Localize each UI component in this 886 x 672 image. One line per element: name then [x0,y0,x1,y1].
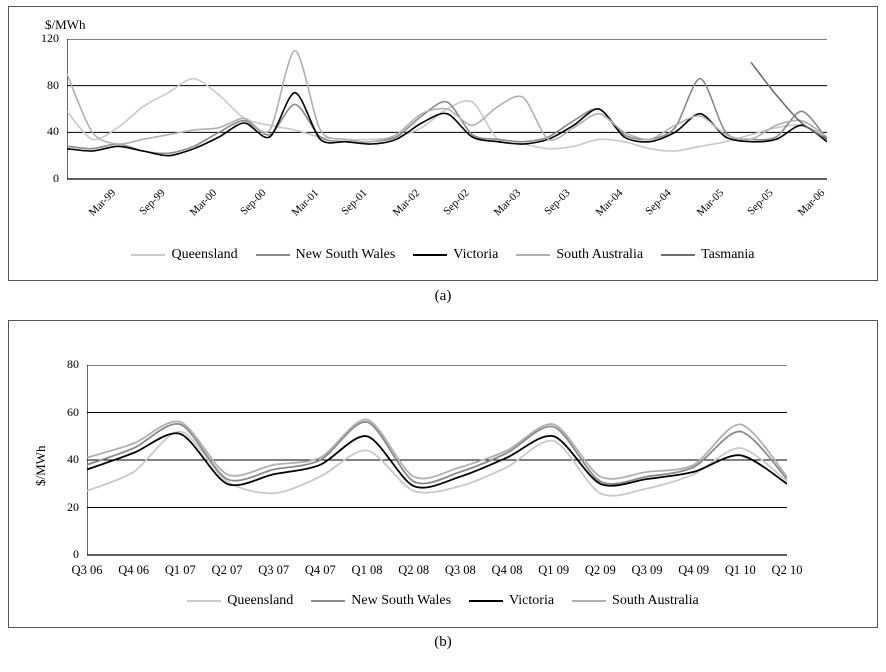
x-tick-label: Sep-05 [744,187,776,218]
series-line [67,51,827,144]
legend-swatch-icon [311,600,345,602]
y-tick-label: 60 [67,404,79,419]
legend-item [256,247,396,263]
legend-item [469,593,554,609]
y-tick-label: 0 [73,547,79,561]
x-tick-label: Mar-04 [593,187,625,219]
legend-label: New South Wales [351,593,452,608]
y-axis-label-b: $/MWh [33,445,48,486]
legend-swatch-icon [187,600,221,602]
legend-label: Queensland [171,247,238,262]
legend-label: New South Wales [295,247,396,262]
y-tick-label: 80 [67,357,79,371]
chart-panel-a [8,6,878,281]
x-tick-label: Mar-00 [187,187,220,219]
legend-item [572,593,699,609]
series-line [87,419,787,478]
x-tick-label: Q1 07 [164,563,196,577]
legend-a [9,247,877,263]
x-tick-label: Q3 06 [71,563,103,577]
caption-a: (a) [434,288,452,304]
x-tick-label: Mar-99 [86,187,119,219]
x-tick-label: Mar-06 [795,187,828,219]
x-tick-label: Q3 09 [631,563,663,577]
x-tick-label: Sep-03 [542,187,573,218]
legend-swatch-icon [131,254,165,256]
legend-item [311,593,451,609]
legend-label: Victoria [509,593,555,608]
x-tick-label: Q1 09 [538,563,570,577]
legend-label: Victoria [453,247,499,262]
legend-swatch-icon [469,600,503,602]
legend-swatch-icon [661,254,695,256]
legend-swatch-icon [516,254,550,256]
x-tick-label: Q3 07 [258,563,290,577]
x-tick-label: Sep-04 [643,187,674,218]
legend-b [9,593,877,609]
x-tick-label: Q2 10 [771,563,803,577]
y-tick-label: 120 [41,31,59,45]
legend-label: South Australia [556,247,644,262]
x-tick-label: Q1 10 [724,563,756,577]
x-tick-label: Sep-00 [238,187,269,218]
x-tick-label: Q2 07 [211,563,243,577]
y-tick-label: 40 [47,124,59,139]
legend-swatch-icon [256,254,290,256]
legend-swatch-icon [572,600,606,602]
legend-item [187,593,293,609]
y-tick-label: 80 [47,77,59,92]
x-tick-label: Sep-02 [440,187,472,218]
x-tick-label: Mar-02 [390,187,423,219]
x-tick-label: Q1 08 [351,563,383,577]
x-tick-label: Q2 08 [398,563,430,577]
x-tick-label: Q4 07 [304,563,336,577]
x-tick-label: Q2 09 [584,563,616,577]
series-line [67,79,827,151]
chart-svg-a [67,39,827,180]
y-tick-label: 20 [67,499,79,514]
x-tick-label: Q4 08 [491,563,523,577]
series-line [87,431,787,495]
chart-svg-b [87,365,787,556]
legend-item [413,247,498,263]
caption-b: (b) [434,634,452,650]
legend-label: Queensland [227,593,294,608]
x-tick-label: Mar-05 [694,187,727,219]
legend-item [661,247,754,263]
y-tick-label: 0 [53,171,59,185]
x-tick-label: Mar-01 [289,187,321,219]
x-tick-label: Sep-99 [136,187,168,218]
x-tick-label: Mar-03 [491,187,524,219]
chart-panel-b [8,320,878,628]
x-tick-label: Q3 08 [444,563,476,577]
legend-label: South Australia [612,593,699,608]
x-tick-label: Q4 09 [678,563,710,577]
plot-area-a [41,31,828,219]
x-tick-label: Sep-01 [339,187,370,218]
legend-swatch-icon [413,254,447,256]
series-line [67,79,827,154]
y-axis-unit-label-a: $/MWh [45,17,86,32]
legend-label: Tasmania [701,247,755,262]
plot-area-b [67,357,803,577]
x-tick-label: Q4 06 [118,563,150,577]
y-tick-label: 40 [67,452,79,466]
legend-item [516,247,643,263]
legend-item [131,247,237,263]
